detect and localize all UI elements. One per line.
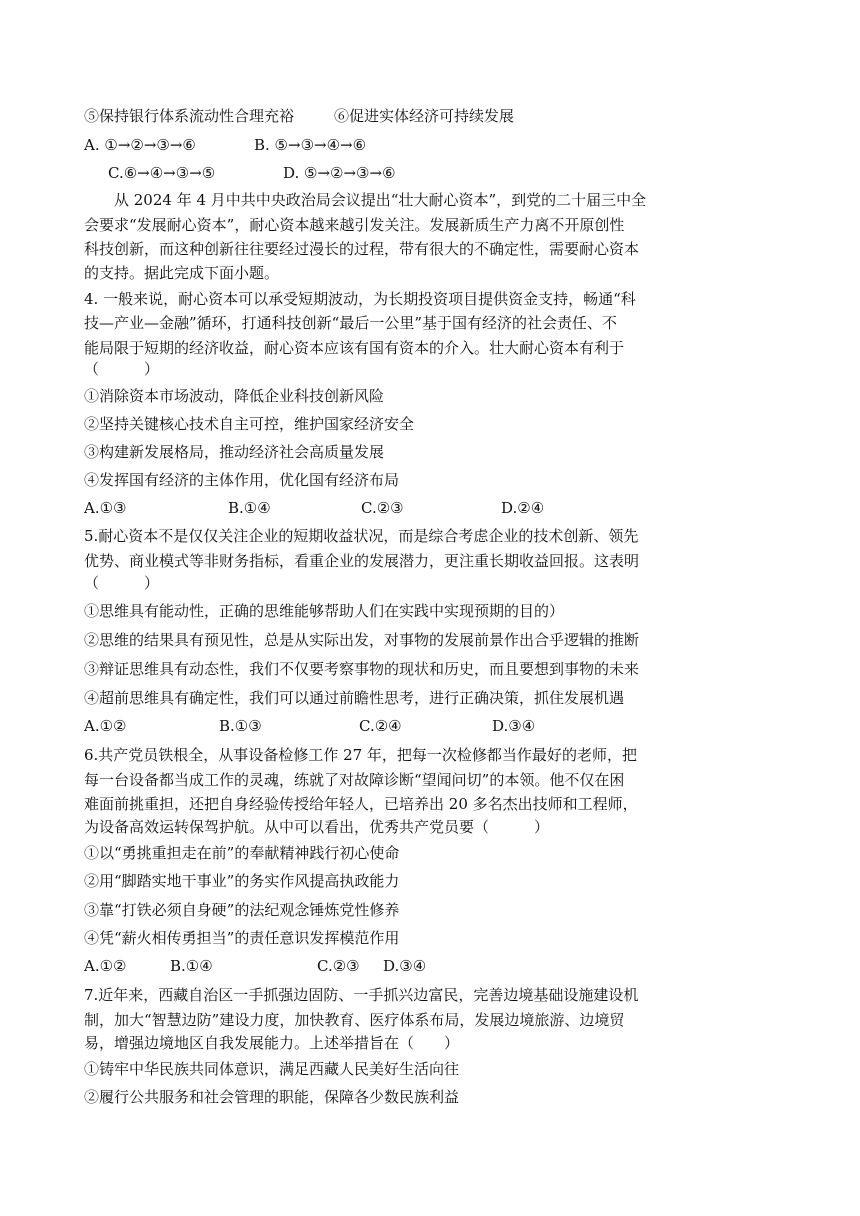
q5-item: ①思维具有能动性，正确的思维能够帮助人们在实践中实现预期的目的）: [84, 602, 565, 620]
q5-blank: （ ）: [84, 574, 160, 592]
options-row-1: [84, 135, 784, 155]
q6-item: ④凭“薪火相传勇担当”的责任意识发挥模范作用: [84, 929, 400, 947]
q5-item: ④超前思维具有确定性，我们可以通过前瞻性思考，进行正确决策，抓住发展机遇: [84, 689, 625, 707]
item-5-line: [84, 106, 784, 126]
q4-blank: （ ）: [84, 360, 160, 378]
q5-stem: 5.耐心资本不是仅仅关注企业的短期收益状况，而是综合考虑企业的技术创新、领先: [84, 527, 639, 545]
q6-stem: 为设备高效运转保驾护航。从中可以看出，优秀共产党员要（ ）: [84, 818, 550, 836]
option-d: D.③④: [492, 717, 536, 735]
options-row-2: [108, 163, 808, 183]
option-b: B.①④: [170, 957, 213, 975]
q5-options: [84, 716, 784, 736]
option-c: C.②③: [361, 499, 404, 517]
option-a: A.①③: [84, 499, 127, 517]
option-d: D. ⑤→②→③→⑥: [283, 164, 396, 182]
option-b: B. ⑤→③→④→⑥: [254, 136, 367, 154]
q6-item: ③靠“打铁必须自身硬”的法纪观念锤炼党性修养: [84, 901, 400, 919]
item-6: ⑥促进实体经济可持续发展: [334, 107, 515, 125]
option-a: A. ①→②→③→⑥: [84, 136, 196, 154]
passage-line: 从 2024 年 4 月中共中央政治局会议提出“壮大耐心资本”，到党的二十届三中全: [114, 191, 647, 209]
option-b: B.①③: [219, 717, 262, 735]
option-a: A.①②: [84, 957, 127, 975]
q7-stem: 制，加大“智慧边防”建设力度，加快教育、医疗体系布局，发展边境旅游、边境贸: [84, 1011, 625, 1029]
passage-line: 科技创新，而这种创新往往要经过漫长的过程，带有很大的不确定性，需要耐心资本: [84, 240, 640, 258]
q6-item: ②用“脚踏实地干事业”的务实作风提高执政能力: [84, 872, 400, 890]
option-a: A.①②: [84, 717, 127, 735]
q6-options: [84, 956, 784, 976]
q4-stem: 技—产业—金融”循环，打通科技创新“最后一公里”基于国有经济的社会责任、不: [84, 314, 618, 332]
q6-stem: 每一台设备都当成工作的灵魂，练就了对故障诊断“望闻问切”的本领。他不仅在困: [84, 771, 625, 789]
q6-stem: 难面前挑重担，还把自身经验传授给年轻人，已培养出 20 多名杰出技师和工程师，: [84, 795, 638, 813]
q7-stem: 易，增强边境地区自我发展能力。上述举措旨在（ ）: [84, 1034, 460, 1052]
item-5: ⑤保持银行体系流动性合理充裕: [84, 107, 295, 125]
q7-item: ①铸牢中华民族共同体意识，满足西藏人民美好生活向往: [84, 1060, 460, 1078]
q4-stem: 能局限于短期的经济收益，耐心资本应该有国有资本的介入。壮大耐心资本有利于: [84, 339, 625, 357]
q4-stem: 4. 一般来说，耐心资本可以承受短期波动，为长期投资项目提供资金支持，畅通“科: [84, 290, 636, 308]
option-c: C.②③: [317, 957, 360, 975]
q7-stem: 7.近年来，西藏自治区一手抓强边固防、一手抓兴边富民，完善边境基础设施建设机: [84, 986, 639, 1004]
q7-item: ②履行公共服务和社会管理的职能，保障各少数民族利益: [84, 1088, 460, 1106]
q4-item: ③构建新发展格局，推动经济社会高质量发展: [84, 443, 385, 461]
option-c: C.②④: [359, 717, 402, 735]
q4-options: [84, 498, 784, 518]
option-d: D.③④: [383, 957, 427, 975]
q6-item: ①以“勇挑重担走在前”的奉献精神践行初心使命: [84, 844, 400, 862]
q4-item: ④发挥国有经济的主体作用，优化国有经济布局: [84, 471, 400, 489]
passage-line: 的支持。据此完成下面小题。: [84, 264, 280, 282]
q4-item: ①消除资本市场波动，降低企业科技创新风险: [84, 387, 385, 405]
q5-item: ③辩证思维具有动态性，我们不仅要考察事物的现状和历史，而且要想到事物的未来: [84, 660, 640, 678]
q5-stem: 优势、商业模式等非财务指标，看重企业的发展潜力，更注重长期收益回报。这表明: [84, 552, 640, 570]
option-b: B.①④: [228, 499, 271, 517]
passage-line: 会要求“发展耐心资本”，耐心资本越来越引发关注。发展新质生产力离不开原创性: [84, 216, 625, 234]
q5-item: ②思维的结果具有预见性，总是从实际出发，对事物的发展前景作出合乎逻辑的推断: [84, 631, 640, 649]
option-d: D.②④: [501, 499, 545, 517]
q6-stem: 6.共产党员铁根全，从事设备检修工作 27 年，把每一次检修都当作最好的老师，把: [84, 746, 637, 764]
q4-item: ②坚持关键核心技术自主可控，维护国家经济安全: [84, 415, 415, 433]
option-c: C.⑥→④→③→⑤: [108, 164, 216, 182]
